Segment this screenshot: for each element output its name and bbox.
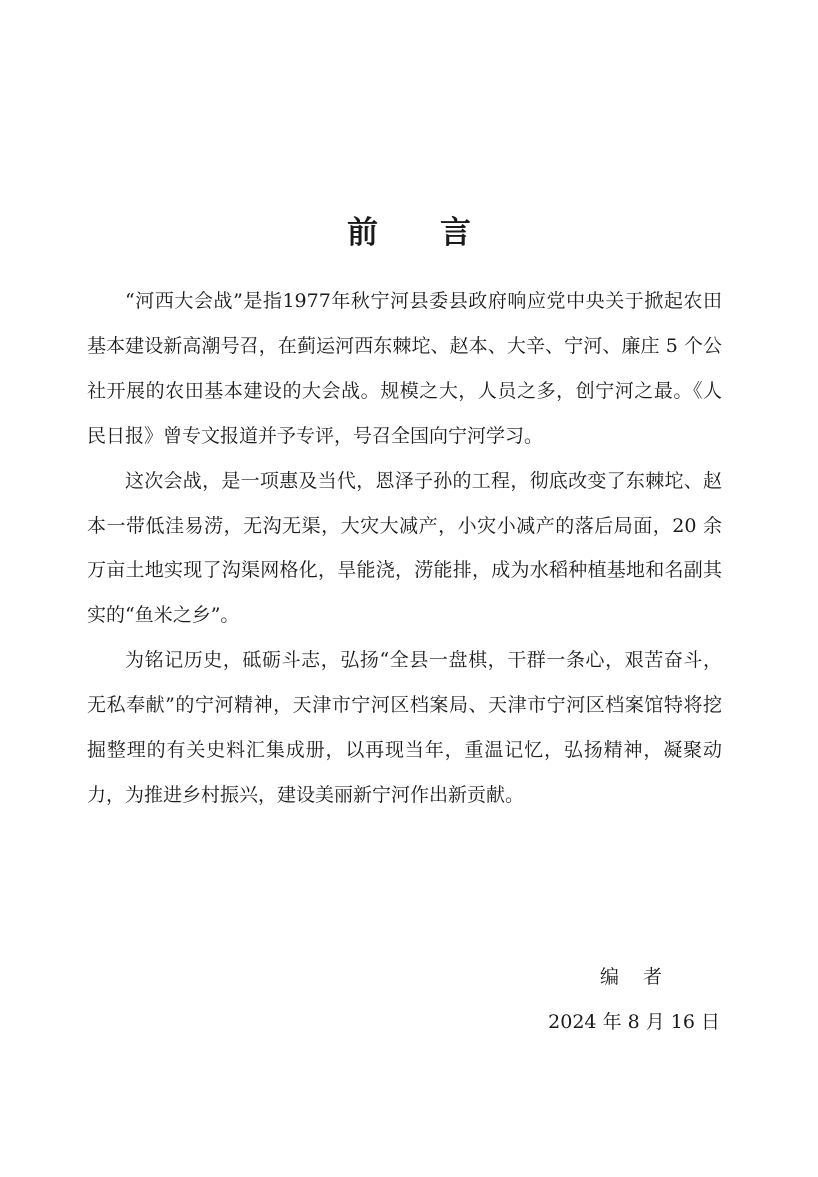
signature: 编者	[600, 966, 687, 988]
paragraph-1: “河西大会战”是指1977年秋宁河县委县政府响应党中央关于掀起农田基本建设新高潮号召，在蓟运河西东棘坨、赵本、大辛、宁河、廉庄 5 个公社开展的农田基本建设的大会战。规模之大，人员之多，创宁河之最。《人民日报》曾专文报道并予专评，号召全国向宁河学习。	[87, 290, 722, 447]
page-title: 前言	[347, 214, 533, 251]
preface-body	[87, 279, 722, 818]
paragraph-2: 这次会战，是一项惠及当代，恩泽子孙的工程，彻底改变了东棘坨、赵本一带低洼易涝，无沟无渠，大灾大减产，小灾小减产的落后局面，20 余万亩土地实现了沟渠网格化，旱能浇，涝能排，成为水稻种植基地和名副其实的“鱼米之乡”。	[87, 469, 722, 627]
date: 2024 年 8 月 16 日	[548, 1011, 720, 1033]
paragraph-3: 为铭记历史，砥砺斗志，弘扬“全县一盘棋，干群一条心，艰苦奋斗，无私奉献”的宁河精神，天津市宁河区档案局、天津市宁河区档案馆特将挖掘整理的有关史料汇集成册，以再现当年，重温记忆，弘扬精神，凝聚动力，为推进乡村振兴，建设美丽新宁河作出新贡献。	[87, 649, 722, 806]
